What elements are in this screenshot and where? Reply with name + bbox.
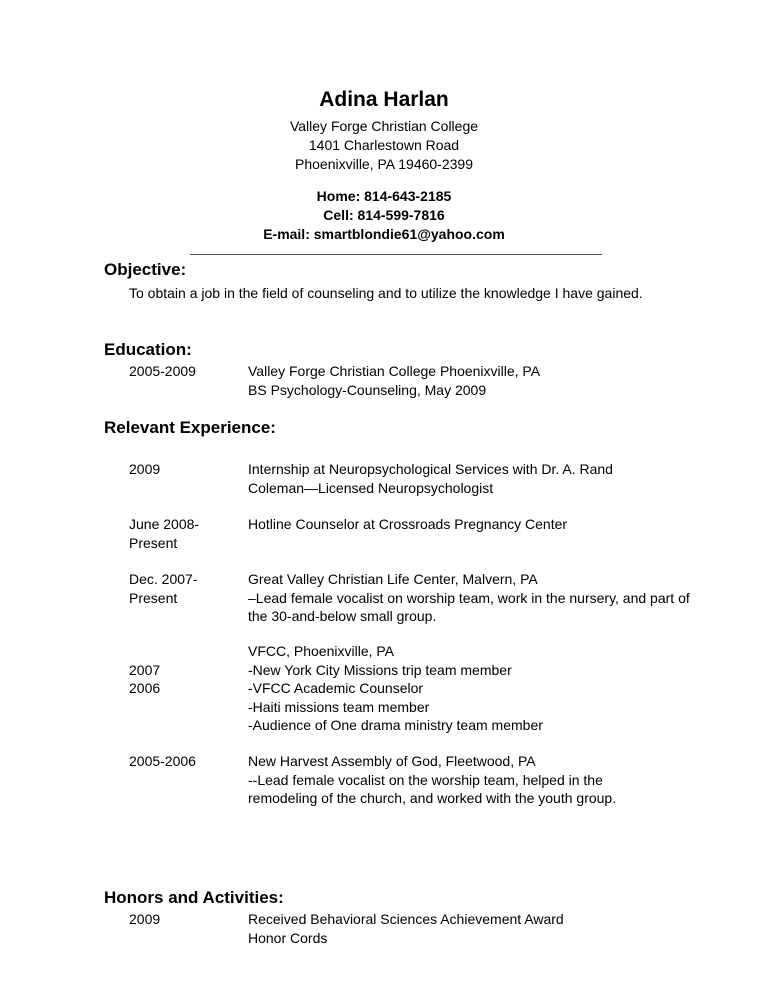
experience-details [248,752,663,808]
experience-date [129,570,197,607]
experience-line: --Lead female vocalist on the worship team, helped in the remodeling of the church, and worked with the youth group. [248,771,617,806]
address-line: Valley Forge Christian College [289,118,479,134]
education-heading: Education: [104,340,192,359]
experience-details [248,570,693,626]
date-line: Dec. 2007- [129,571,198,587]
date-line: Present [129,534,178,551]
experience-line: New Harvest Assembly of God, Fleetwood, PA [248,753,536,769]
date-line: 2007 [129,661,161,678]
experience-line: –Lead female vocalist on worship team, work in the nursery, and part of the 30-and-below small group. [248,589,690,624]
experience-date: 2009 [129,461,161,477]
address-line: 1401 Charlestown Road [308,137,460,153]
experience-text: Hotline Counselor at Crossroads Pregnancy Center [248,516,568,532]
objective-heading: Objective: [104,260,187,279]
experience-line: -Audience of One drama ministry team member [248,717,543,733]
experience-line: Great Valley Christian Life Center, Malvern, PA [248,571,538,587]
education-line: BS Psychology-Counseling, May 2009 [248,381,487,398]
honors-details [248,910,698,947]
experience-details [248,642,698,735]
honors-line: Received Behavioral Sciences Achievement Award [248,911,564,927]
experience-date [129,642,160,698]
cell-phone: Cell: 814-599-7816 [323,207,445,223]
experience-text: Internship at Neuropsychological Services with Dr. A. Rand Coleman—Licensed Neuropsychologist [248,461,613,496]
home-phone: Home: 814-643-2185 [316,188,452,204]
experience-line: VFCC, Phoenixville, PA [248,643,395,659]
education-line: Valley Forge Christian College Phoenixville, PA [248,363,541,379]
education-date: 2005-2009 [129,363,196,379]
experience-line: -VFCC Academic Counselor [248,680,424,696]
experience-date: 2005-2006 [129,753,196,769]
date-line: 2006 [129,680,161,696]
contact-block [0,187,768,244]
header-divider [190,254,602,255]
date-line [129,642,160,661]
experience-line: -Haiti missions team member [248,698,430,715]
experience-date [129,515,199,552]
experience-heading: Relevant Experience: [104,418,276,437]
experience-line: -New York City Missions trip team member [248,661,512,678]
address-block [0,117,768,174]
resume-name: Adina Harlan [319,88,449,111]
honors-date: 2009 [129,911,161,927]
date-line: June 2008- [129,516,200,532]
honors-line: Honor Cords [248,929,328,946]
date-line: Present [129,589,178,606]
objective-text: To obtain a job in the field of counseling and to utilize the knowledge I have gained. [129,285,643,301]
honors-heading: Honors and Activities: [104,888,284,907]
address-line: Phoenixville, PA 19460-2399 [295,156,473,172]
education-details [248,362,698,399]
email: E-mail: smartblondie61@yahoo.com [263,226,505,242]
